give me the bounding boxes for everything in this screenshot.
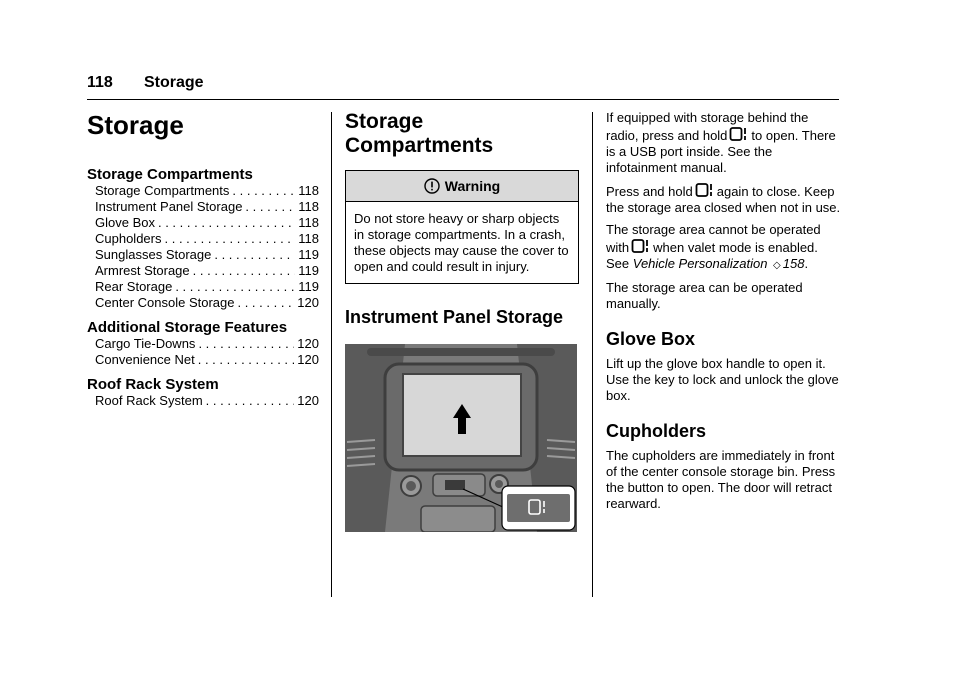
toc-entry-page: 120 <box>297 295 319 310</box>
toc-entry[interactable] <box>87 183 319 199</box>
toc-section <box>87 166 319 311</box>
heading-line-2: Compartments <box>345 134 494 157</box>
paragraph-open-storage <box>606 110 842 176</box>
toc-entry[interactable] <box>87 231 319 247</box>
cupholders-text: The cupholders are immediately in front of the center console storage bin. Press the button to open. The door will retract rearward. <box>606 448 836 511</box>
toc-leader-dots <box>165 231 296 247</box>
toc-section-heading: Storage Compartments <box>87 166 253 183</box>
page-reference-number[interactable]: 158 <box>782 256 805 271</box>
toc-leader-dots <box>193 263 296 279</box>
instrument-panel-storage-heading: Instrument Panel Storage <box>345 307 564 327</box>
toc-leader-dots <box>158 215 295 231</box>
toc-entry[interactable] <box>87 263 319 279</box>
toc-entry-page: 118 <box>298 231 319 246</box>
paragraph-manual-operation: The storage area can be operated manually. <box>606 280 803 311</box>
toc-entry-label: Center Console Storage <box>95 295 235 310</box>
column-divider-2 <box>592 112 593 597</box>
toc-section-heading: Roof Rack System <box>87 376 219 393</box>
column-divider-1 <box>331 112 332 597</box>
toc-leader-dots <box>214 247 295 263</box>
toc-entry[interactable] <box>87 336 319 352</box>
instrument-panel-illustration <box>345 344 577 532</box>
toc-entry[interactable] <box>87 295 319 311</box>
toc-entry[interactable] <box>87 199 319 215</box>
toc-entry-page: 120 <box>297 336 319 351</box>
warning-text: Do not store heavy or sharp objects in storage compartments. In a crash, these objects may cause the cover to open and could result in injury. <box>354 211 569 274</box>
toc-entry-label: Roof Rack System <box>95 393 203 408</box>
toc-entry[interactable] <box>87 247 319 263</box>
storage-door-icon <box>695 182 713 198</box>
toc-section <box>87 376 319 409</box>
glove-box-heading: Glove Box <box>606 329 696 349</box>
vehicle-personalization-link[interactable]: Vehicle Personalization <box>632 256 768 271</box>
toc-entry-page: 118 <box>298 183 319 198</box>
text-segment: Press and hold <box>606 184 693 199</box>
toc-leader-dots <box>245 199 295 215</box>
toc-entry-label: Storage Compartments <box>95 183 230 198</box>
content-column-2 <box>345 110 579 532</box>
text-segment: when valet mode is enabled. See <box>606 240 818 271</box>
toc-entry-label: Armrest Storage <box>95 263 190 278</box>
toc-leader-dots <box>237 295 294 311</box>
paragraph-close-storage <box>606 182 842 216</box>
toc-entry-label: Sunglasses Storage <box>95 247 212 262</box>
text-segment: If equipped with storage behind the radio, press and hold <box>606 110 809 143</box>
toc-entry[interactable] <box>87 352 319 368</box>
toc-sections <box>87 166 319 409</box>
heading-line-1: Storage <box>345 110 424 133</box>
toc-entry-page: 120 <box>297 393 319 408</box>
toc-entry-page: 120 <box>297 352 319 367</box>
toc-entry[interactable] <box>87 393 319 409</box>
toc-entry-label: Glove Box <box>95 215 155 230</box>
text-segment: . <box>804 256 809 271</box>
text-segment: again to close. Keep the storage area closed when not in use. <box>606 184 841 215</box>
toc-section-heading: Additional Storage Features <box>87 319 288 336</box>
toc-leader-dots <box>175 279 295 295</box>
toc-entry-label: Instrument Panel Storage <box>95 199 243 214</box>
storage-door-icon <box>729 126 747 142</box>
toc-entry-label: Rear Storage <box>95 279 173 294</box>
toc-leader-dots <box>198 336 294 352</box>
text-segment: The storage area cannot be operated with <box>606 222 821 255</box>
toc-section <box>87 319 319 368</box>
toc-entry-page: 119 <box>298 247 319 262</box>
cupholders-heading: Cupholders <box>606 421 707 441</box>
toc-entry-label: Cupholders <box>95 231 162 246</box>
warning-box <box>345 170 579 284</box>
warning-icon <box>424 178 440 194</box>
page-header <box>87 72 839 100</box>
toc-leader-dots <box>206 393 295 409</box>
toc-entry[interactable] <box>87 215 319 231</box>
storage-door-icon <box>631 238 649 254</box>
toc-entry-label: Convenience Net <box>95 352 195 367</box>
glove-box-text: Lift up the glove box handle to open it. Use the key to lock and unlock the glove box. <box>606 356 839 403</box>
storage-compartments-heading <box>345 110 579 158</box>
paragraph-valet-mode <box>606 222 842 274</box>
page-number: 118 <box>87 74 113 91</box>
toc-entry-page: 119 <box>298 263 319 278</box>
text-segment: to open. There is a USB port inside. See the infotainment manual. <box>606 128 836 175</box>
header-section-title: Storage <box>144 74 204 91</box>
toc-entry[interactable] <box>87 279 319 295</box>
toc-title: Storage <box>87 110 184 140</box>
toc-entry-page: 118 <box>298 199 319 214</box>
toc-leader-dots <box>198 352 295 368</box>
toc-column <box>87 110 319 417</box>
warning-header <box>346 171 578 202</box>
content-column-3 <box>606 110 842 518</box>
warning-title: Warning <box>444 178 501 194</box>
page-reference-icon: ◇ <box>773 260 781 271</box>
toc-leader-dots <box>232 183 295 199</box>
toc-entry-page: 118 <box>298 215 319 230</box>
toc-entry-page: 119 <box>298 279 319 294</box>
toc-entry-label: Cargo Tie-Downs <box>95 336 196 351</box>
